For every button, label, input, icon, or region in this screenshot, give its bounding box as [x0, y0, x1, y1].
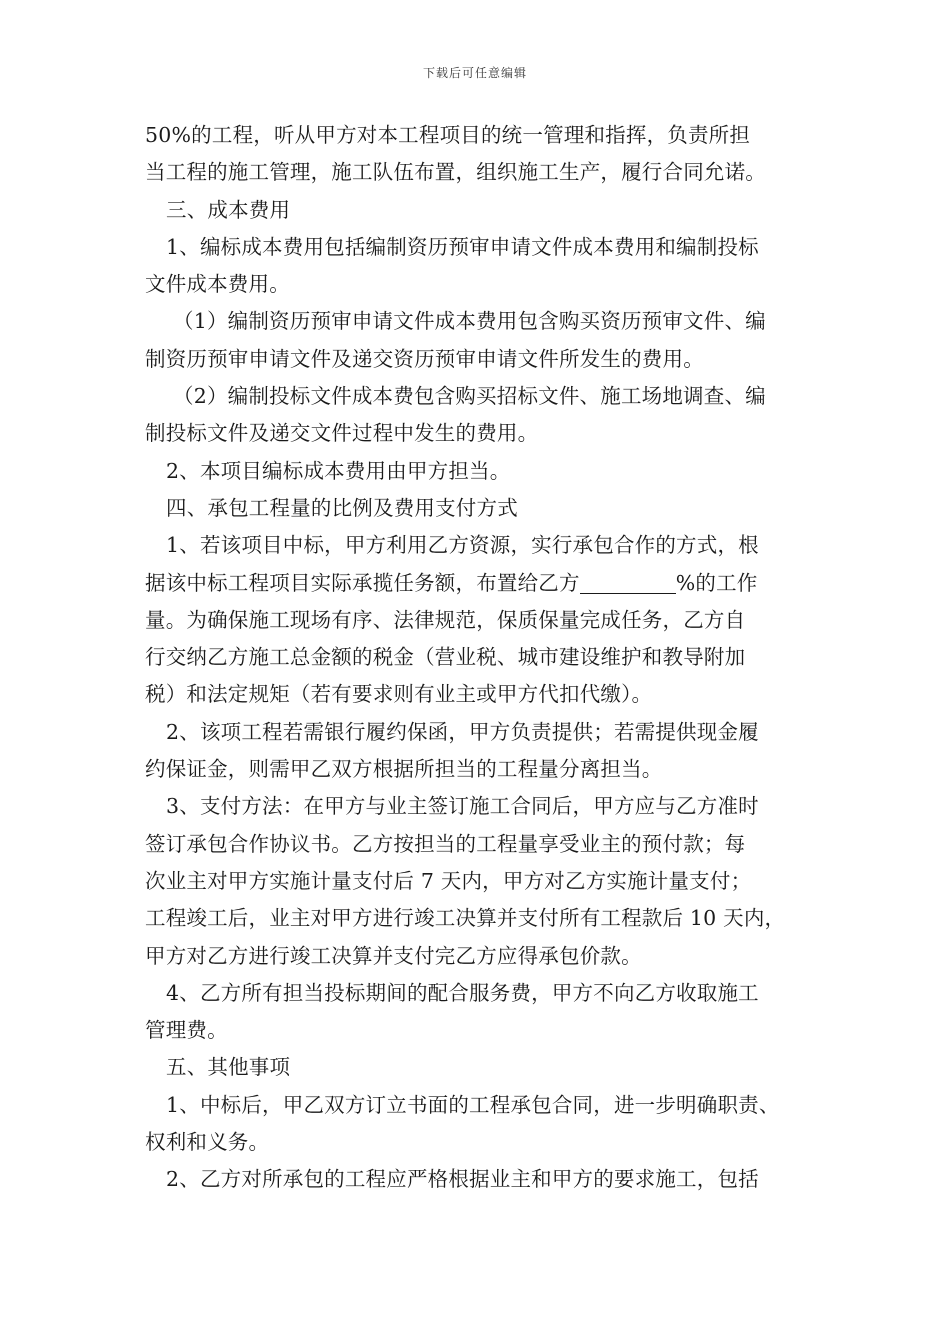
body-line: 制投标文件及递交文件过程中发生的费用。 [145, 421, 539, 446]
body-line: （2）编制投标文件成本费包含购买招标文件、施工场地调查、编 [173, 384, 766, 409]
body-line: 甲方对乙方进行竣工决算并支付完乙方应得承包价款。 [145, 943, 642, 968]
fill-in-blank[interactable] [580, 569, 676, 594]
body-line: 当工程的施工管理，施工队伍布置，组织施工生产，履行合同允诺。 [145, 160, 766, 185]
section-heading: 三、成本费用 [166, 197, 291, 222]
body-line: 2、该项工程若需银行履约保函，甲方负责提供；若需提供现金履 [166, 719, 759, 744]
page-header: 下载后可任意编辑 [422, 66, 527, 80]
body-line: 工程竣工后，业主对甲方进行竣工决算并支付所有工程款后 10 天内， [145, 906, 786, 931]
document-body [145, 117, 810, 1199]
body-line: 制资历预审申请文件及递交资历预审申请文件所发生的费用。 [145, 346, 704, 371]
body-line: 4、乙方所有担当投标期间的配合服务费，甲方不向乙方收取施工 [166, 980, 759, 1005]
body-line: 签订承包合作协议书。乙方按担当的工程量享受业主的预付款；每 [145, 831, 746, 856]
section-heading: 五、其他事项 [166, 1055, 291, 1080]
body-line: 约保证金，则需甲乙双方根据所担当的工程量分离担当。 [145, 757, 663, 782]
body-line: 3、支付方法：在甲方与业主签订施工合同后，甲方应与乙方准时 [166, 794, 759, 819]
body-line: 2、本项目编标成本费用由甲方担当。 [166, 458, 511, 483]
body-line: 1、中标后，甲乙双方订立书面的工程承包合同，进一步明确职责、 [166, 1092, 780, 1117]
body-line: 1、若该项目中标，甲方利用乙方资源，实行承包合作的方式，根 [166, 533, 759, 558]
body-line: 税）和法定规矩（若有要求则有业主或甲方代扣代缴）。 [145, 682, 653, 707]
body-line: 文件成本费用。 [145, 272, 290, 297]
body-text: %的工作 [675, 570, 758, 595]
body-line: 权利和义务。 [145, 1130, 270, 1155]
body-line-with-blank [145, 565, 810, 602]
body-text: 据该中标工程项目实际承揽任务额，布置给乙方 [145, 570, 580, 595]
section-heading: 四、承包工程量的比例及费用支付方式 [166, 495, 518, 520]
body-line: 次业主对甲方实施计量支付后 7 天内，甲方对乙方实施计量支付； [145, 868, 752, 893]
body-line: 50%的工程，听从甲方对本工程项目的统一管理和指挥，负责所担 [145, 123, 751, 147]
body-line: 行交纳乙方施工总金额的税金（营业税、城市建设维护和教导附加 [145, 645, 746, 670]
body-line: 1、编标成本费用包括编制资历预审申请文件成本费用和编制投标 [166, 234, 759, 259]
body-line: （1）编制资历预审申请文件成本费用包含购买资历预审文件、编 [173, 309, 766, 334]
body-line: 管理费。 [145, 1018, 228, 1043]
body-line: 2、乙方对所承包的工程应严格根据业主和甲方的要求施工，包括 [166, 1167, 759, 1192]
body-line: 量。为确保施工现场有序、法律规范，保质保量完成任务，乙方自 [145, 607, 746, 632]
